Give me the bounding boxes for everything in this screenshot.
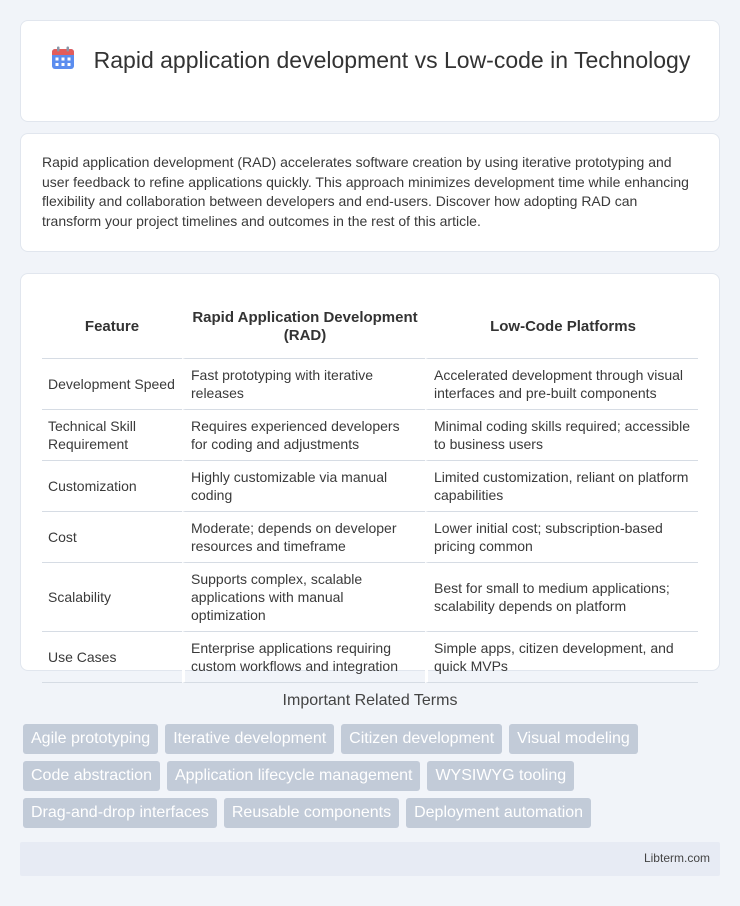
low-code-cell: Lower initial cost; subscription-based pricing common [425, 512, 698, 563]
table-header-row [42, 296, 698, 359]
term-chip[interactable]: Deployment automation [406, 798, 591, 828]
related-terms-list [23, 724, 723, 835]
term-chip[interactable]: Iterative development [165, 724, 334, 754]
title-card [20, 20, 720, 122]
table-row [42, 512, 698, 563]
footer [20, 842, 720, 876]
term-chip[interactable]: Reusable components [224, 798, 399, 828]
rad-cell: Supports complex, scalable applications with manual optimization [182, 563, 425, 632]
feature-cell: Cost [42, 512, 182, 563]
rad-cell: Fast prototyping with iterative releases [182, 359, 425, 410]
term-chip[interactable]: Citizen development [341, 724, 502, 754]
low-code-cell: Accelerated development through visual interfaces and pre-built components [425, 359, 698, 410]
low-code-cell: Limited customization, reliant on platform capabilities [425, 461, 698, 512]
table-row [42, 563, 698, 632]
low-code-cell: Best for small to medium applications; scalability depends on platform [425, 563, 698, 632]
feature-cell: Customization [42, 461, 182, 512]
rad-cell: Requires experienced developers for coding and adjustments [182, 410, 425, 461]
calendar-icon [50, 45, 76, 71]
header-rad: Rapid Application Development (RAD) [182, 296, 425, 359]
table-row [42, 461, 698, 512]
footer-site-link[interactable]: Libterm.com [643, 851, 710, 865]
rad-cell: Enterprise applications requiring custom workflows and integration [182, 632, 425, 683]
term-chip[interactable]: Application lifecycle management [167, 761, 420, 791]
title-text: Rapid application development vs Low-code in Technology [93, 47, 691, 73]
rad-cell: Moderate; depends on developer resources and timeframe [182, 512, 425, 563]
term-chip[interactable]: WYSIWYG tooling [427, 761, 574, 791]
page-title [21, 45, 719, 75]
comparison-table-card [20, 273, 720, 674]
chip-row [23, 724, 723, 754]
term-chip[interactable]: Agile prototyping [23, 724, 158, 754]
feature-cell: Use Cases [42, 632, 182, 683]
chip-row [23, 798, 723, 828]
related-terms-title: Important Related Terms [282, 692, 458, 709]
term-chip[interactable]: Drag-and-drop interfaces [23, 798, 217, 828]
term-chip[interactable]: Code abstraction [23, 761, 160, 791]
term-chip[interactable]: Visual modeling [509, 724, 638, 754]
intro-paragraph: Rapid application development (RAD) accelerates software creation by using iterative prototyping and user feedback to refine applications quickly. This approach minimizes development time while enhancing flexibility and collaboration between developers and end-users. Discover how adopting RAD can transform your project timelines and outcomes in the rest of this article. [42, 154, 689, 229]
low-code-cell: Minimal coding skills required; accessible to business users [425, 410, 698, 461]
intro-card [20, 133, 720, 252]
table-row [42, 410, 698, 461]
header-feature: Feature [42, 296, 182, 359]
feature-cell: Development Speed [42, 359, 182, 410]
comparison-table [42, 296, 698, 683]
header-low-code: Low-Code Platforms [425, 296, 698, 359]
low-code-cell: Simple apps, citizen development, and quick MVPs [425, 632, 698, 683]
chip-row [23, 761, 723, 791]
table-row [42, 632, 698, 683]
feature-cell: Technical Skill Requirement [42, 410, 182, 461]
feature-cell: Scalability [42, 563, 182, 632]
table-row [42, 359, 698, 410]
rad-cell: Highly customizable via manual coding [182, 461, 425, 512]
